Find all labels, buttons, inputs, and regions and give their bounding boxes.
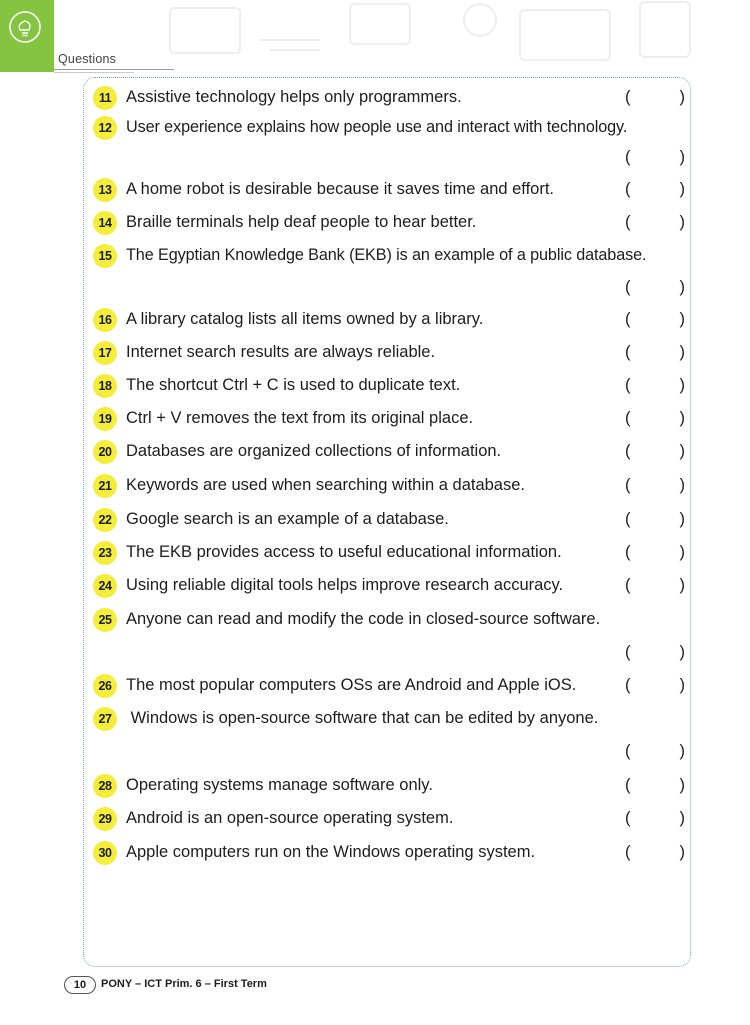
question-text: Braille terminals help deaf people to hear better. bbox=[126, 213, 477, 231]
question-number: 27 bbox=[93, 707, 117, 731]
question-answer-row bbox=[93, 144, 691, 174]
question-number: 19 bbox=[93, 407, 117, 431]
question-number: 26 bbox=[93, 674, 117, 698]
answer-bracket[interactable]: ( ) bbox=[625, 278, 685, 296]
answer-bracket[interactable]: ( ) bbox=[625, 776, 685, 794]
question-item bbox=[93, 242, 691, 272]
answer-bracket[interactable]: ( ) bbox=[625, 809, 685, 827]
question-item bbox=[93, 805, 691, 835]
answer-bracket[interactable]: ( ) bbox=[625, 88, 685, 106]
answer-bracket[interactable]: ( ) bbox=[625, 676, 685, 694]
question-item bbox=[93, 772, 691, 802]
question-number: 29 bbox=[93, 807, 117, 831]
book-title: PONY – ICT Prim. 6 – First Term bbox=[101, 978, 267, 990]
question-text: The EKB provides access to useful educational information. bbox=[126, 543, 562, 561]
question-answer-row bbox=[93, 639, 691, 669]
answer-bracket[interactable]: ( ) bbox=[625, 148, 685, 166]
question-answer-row bbox=[93, 274, 691, 304]
question-text: Windows is open-source software that can be edited by anyone. bbox=[126, 709, 599, 727]
question-item bbox=[93, 606, 691, 636]
answer-bracket[interactable]: ( ) bbox=[625, 409, 685, 427]
question-item bbox=[93, 438, 691, 468]
question-item bbox=[93, 372, 691, 402]
question-text: User experience explains how people use and interact with technology. bbox=[126, 118, 628, 136]
lightbulb-icon bbox=[8, 10, 42, 44]
question-number: 14 bbox=[93, 211, 117, 235]
question-text: Assistive technology helps only programmers. bbox=[126, 88, 462, 106]
question-text: Android is an open-source operating system. bbox=[126, 809, 454, 827]
question-item bbox=[93, 306, 691, 336]
answer-bracket[interactable]: ( ) bbox=[625, 510, 685, 528]
question-text: The most popular computers OSs are Android and Apple iOS. bbox=[126, 676, 577, 694]
question-text: Using reliable digital tools helps improve research accuracy. bbox=[126, 576, 564, 594]
question-number: 15 bbox=[93, 244, 117, 268]
question-number: 28 bbox=[93, 774, 117, 798]
question-number: 24 bbox=[93, 574, 117, 598]
question-text: The shortcut Ctrl + C is used to duplicate text. bbox=[126, 376, 461, 394]
question-number: 20 bbox=[93, 440, 117, 464]
question-item bbox=[93, 209, 691, 239]
question-item bbox=[93, 672, 691, 702]
question-number: 16 bbox=[93, 308, 117, 332]
question-text: Internet search results are always reliable. bbox=[126, 343, 436, 361]
answer-bracket[interactable]: ( ) bbox=[625, 742, 685, 760]
answer-bracket[interactable]: ( ) bbox=[625, 543, 685, 561]
question-number: 22 bbox=[93, 508, 117, 532]
question-number: 18 bbox=[93, 374, 117, 398]
question-text: Keywords are used when searching within a database. bbox=[126, 476, 525, 494]
section-label: Questions bbox=[58, 52, 117, 66]
question-text: Operating systems manage software only. bbox=[126, 776, 433, 794]
question-number: 17 bbox=[93, 341, 117, 365]
answer-bracket[interactable]: ( ) bbox=[625, 843, 685, 861]
question-number: 25 bbox=[93, 608, 117, 632]
corner-tab bbox=[0, 0, 54, 72]
question-item bbox=[93, 839, 691, 869]
question-text: A library catalog lists all items owned by a library. bbox=[126, 310, 484, 328]
answer-bracket[interactable]: ( ) bbox=[625, 442, 685, 460]
question-text: Ctrl + V removes the text from its original place. bbox=[126, 409, 474, 427]
background-doodles bbox=[110, 0, 750, 70]
question-number: 30 bbox=[93, 841, 117, 865]
page-number: 10 bbox=[64, 976, 96, 994]
section-divider bbox=[54, 72, 134, 73]
question-item bbox=[93, 114, 691, 144]
question-item bbox=[93, 84, 691, 114]
question-item bbox=[93, 472, 691, 502]
question-text: Databases are organized collections of information. bbox=[126, 442, 502, 460]
question-number: 11 bbox=[93, 86, 117, 110]
answer-bracket[interactable]: ( ) bbox=[625, 376, 685, 394]
question-text: Apple computers run on the Windows operating system. bbox=[126, 843, 536, 861]
question-item bbox=[93, 176, 691, 206]
question-number: 21 bbox=[93, 474, 117, 498]
question-text: Anyone can read and modify the code in closed-source software. bbox=[126, 610, 601, 628]
question-item bbox=[93, 339, 691, 369]
question-text: A home robot is desirable because it saves time and effort. bbox=[126, 180, 555, 198]
answer-bracket[interactable]: ( ) bbox=[625, 476, 685, 494]
answer-bracket[interactable]: ( ) bbox=[625, 213, 685, 231]
question-text: The Egyptian Knowledge Bank (EKB) is an example of a public database. bbox=[126, 246, 647, 264]
question-item bbox=[93, 539, 691, 569]
answer-bracket[interactable]: ( ) bbox=[625, 643, 685, 661]
answer-bracket[interactable]: ( ) bbox=[625, 180, 685, 198]
question-number: 23 bbox=[93, 541, 117, 565]
question-text: Google search is an example of a database. bbox=[126, 510, 449, 528]
answer-bracket[interactable]: ( ) bbox=[625, 576, 685, 594]
answer-bracket[interactable]: ( ) bbox=[625, 310, 685, 328]
question-item bbox=[93, 705, 691, 735]
question-number: 13 bbox=[93, 178, 117, 202]
question-item bbox=[93, 405, 691, 435]
section-divider bbox=[54, 69, 174, 70]
question-item bbox=[93, 506, 691, 536]
question-answer-row bbox=[93, 738, 691, 768]
question-number: 12 bbox=[93, 116, 117, 140]
answer-bracket[interactable]: ( ) bbox=[625, 343, 685, 361]
question-item bbox=[93, 572, 691, 602]
